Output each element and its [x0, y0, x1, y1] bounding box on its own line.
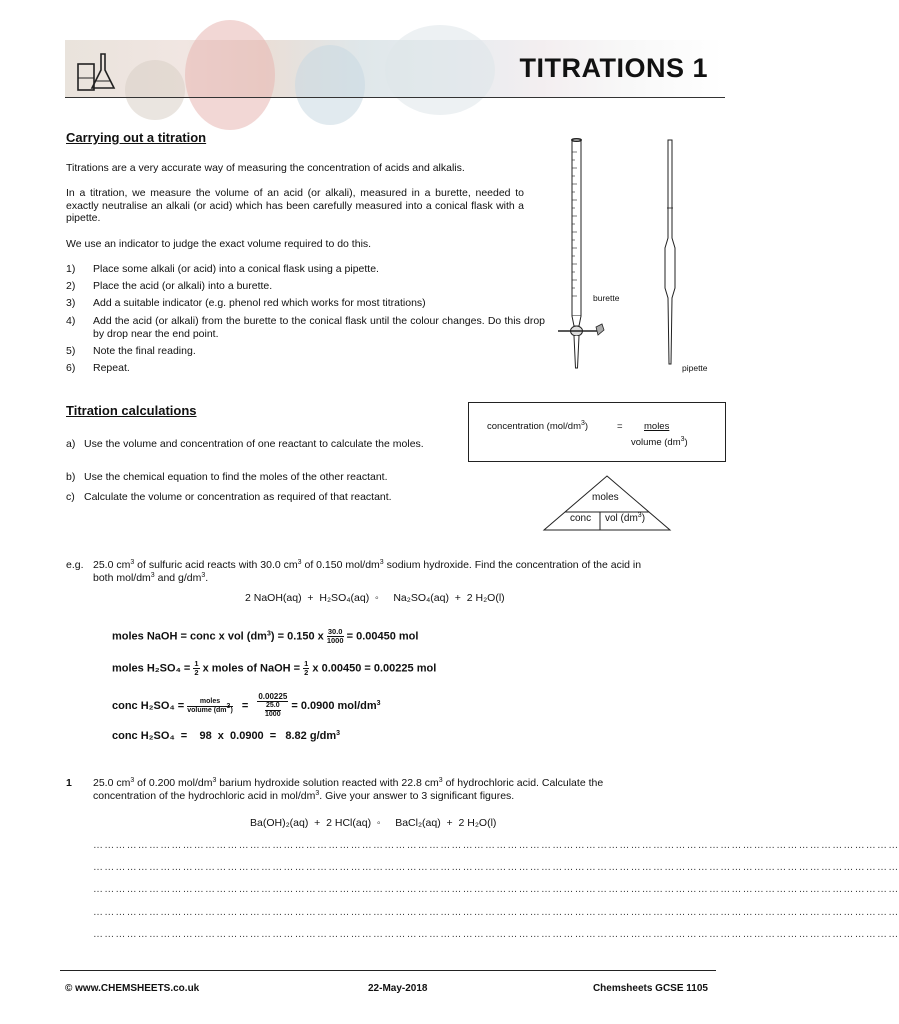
answer-line-1[interactable]: ………………………………………………………………………………………………………………………………………………………………………………………………: [93, 840, 899, 851]
footer-divider: [60, 970, 716, 971]
working-line-3: conc H₂SO₄ = $\frac{\text{moles}}{volume (dm^3)}$ = $\frac{0.00225}{\frac{25.0}{1000}}$ = 0.0900 mol/$dm^3$: [112, 692, 381, 718]
method-paragraph: In a titration, we measure the volume of an acid (or alkali), measured in a burette, needed to exactly neutralise an alkali (or acid) which has been carefully measured into a conical flask with a pipette.: [66, 187, 524, 224]
triangle-vol: vol $(dm^3)$: [605, 512, 646, 524]
burette-illustration: [552, 136, 612, 370]
footer-website: © www.CHEMSHEETS.co.uk: [65, 983, 200, 994]
indicator-paragraph: We use an indicator to judge the exact volume required to do this.: [66, 238, 372, 250]
example-prefix: e.g.: [66, 559, 84, 571]
formula-denominator: volume $(dm^3)$: [631, 436, 688, 448]
formula-equals: =: [617, 421, 623, 432]
formula-numerator: moles: [644, 421, 670, 432]
example-question: 25.0 $cm^3$ of sulfuric acid reacts with 30.0 $cm^3$ of 0.150 mol/$dm^3$ sodium hydroxide. Find the concentration of the acid in both mol/$dm^3$ and $g/dm^3$.: [93, 559, 642, 584]
section-heading-calculations: Titration calculations: [66, 403, 197, 418]
working-line-2: moles H₂SO₄ = $\frac{1}{2}$ x moles of NaOH = $\frac{1}{2}$ x 0.00450 = 0.00225 mol: [112, 659, 437, 677]
pipette-label: pipette: [682, 363, 708, 373]
question-number: 1: [66, 777, 72, 789]
header-divider: [65, 97, 725, 98]
answer-line-2[interactable]: ………………………………………………………………………………………………………………………………………………………………………………………………: [93, 862, 899, 873]
answer-line-3[interactable]: ………………………………………………………………………………………………………………………………………………………………………………………………: [93, 884, 899, 895]
example-equation: 2 NaOH(aq) + H₂SO₄(aq) ◦ Na₂SO₄(aq) + 2 H₂O(l): [245, 592, 505, 604]
footer-date: 22-May-2018: [368, 983, 428, 994]
answer-line-5[interactable]: ………………………………………………………………………………………………………………………………………………………………………………………………: [93, 929, 899, 940]
question-text: 25.0 $cm^3$ of 0.200 mol/$dm^3$ barium hydroxide solution reacted with 22.8 $cm^3$ of hydrochloric acid. Calculate the concentration of the hydrochloric acid in mol/$dm^3$. Give your answer to 3 significant figures.: [93, 777, 604, 802]
working-line-4: conc H₂SO₄ = 98 x 0.0900 = 8.82 $g/dm^3$: [112, 730, 341, 742]
concentration-formula-box: [468, 402, 726, 462]
burette-label: burette: [593, 293, 620, 303]
page-title: TITRATIONS 1: [519, 53, 708, 83]
glassware-logo-icon: [74, 48, 120, 94]
working-line-1: moles NaOH = conc x vol $(dm^3) = 0.150$ x $\frac{30.0}{1000}$ = 0.00450 mol: [112, 627, 419, 645]
formula-lhs: concentration $(mol/dm^3)$: [487, 420, 589, 432]
triangle-moles: moles: [592, 492, 619, 503]
footer-reference: Chemsheets GCSE 1105: [592, 983, 708, 994]
triangle-conc: conc: [570, 513, 592, 524]
pipette-illustration: [660, 138, 680, 368]
question-equation: Ba(OH)₂(aq) + 2 HCl(aq) ◦ BaCl₂(aq) + 2 H₂O(l): [250, 817, 497, 829]
section-heading-carrying-out: Carrying out a titration: [66, 130, 207, 145]
answer-line-4[interactable]: ………………………………………………………………………………………………………………………………………………………………………………………………: [93, 907, 899, 918]
intro-paragraph: Titrations are a very accurate way of measuring the concentration of acids and alkalis.: [66, 162, 465, 174]
